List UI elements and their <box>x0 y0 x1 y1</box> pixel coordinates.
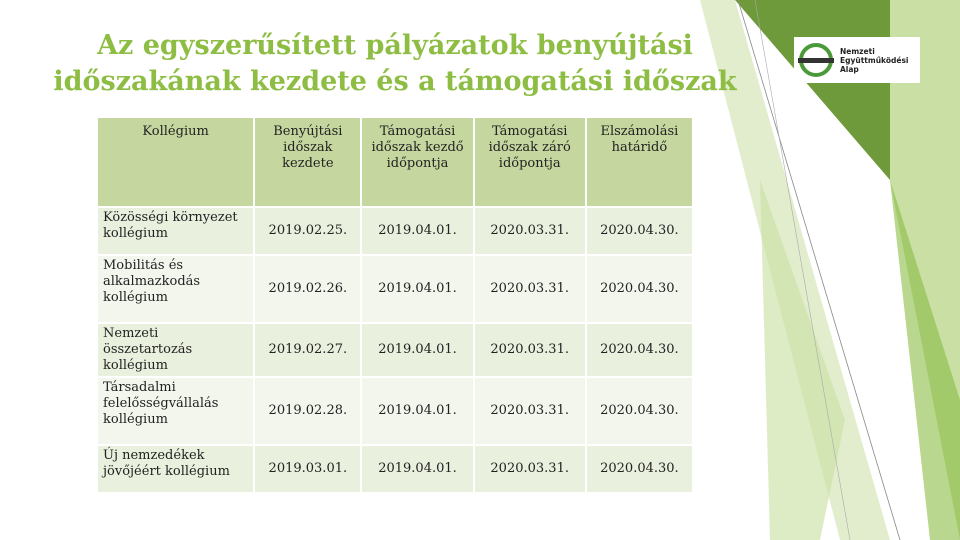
slide-title-line-1: Az egyszerűsített pályázatok benyújtási <box>97 30 693 61</box>
row-settlement-deadline: 2020.04.30. <box>587 256 692 322</box>
row-settlement-deadline: 2020.04.30. <box>587 208 692 254</box>
table-row <box>98 446 692 492</box>
row-support-end: 2020.03.31. <box>475 324 585 376</box>
organization-logo <box>794 37 920 83</box>
logo-line-1: Nemzeti <box>840 46 875 56</box>
row-settlement-deadline: 2020.04.30. <box>587 446 692 492</box>
row-support-end: 2020.03.31. <box>475 378 585 444</box>
row-support-start: 2019.04.01. <box>362 256 472 322</box>
row-support-end: 2020.03.31. <box>475 208 585 254</box>
row-submission-start: 2019.02.28. <box>255 378 360 444</box>
logo-text <box>840 47 908 74</box>
row-settlement-deadline: 2020.04.30. <box>587 324 692 376</box>
header-tamogatasi-zaro: Támogatási időszak záró időpontja <box>475 118 585 206</box>
row-support-start: 2019.04.01. <box>362 324 472 376</box>
row-name: Új nemzedékek jövőjéért kollégium <box>98 446 253 492</box>
row-support-start: 2019.04.01. <box>362 378 472 444</box>
table-row <box>98 324 692 376</box>
logo-mark-icon <box>796 40 836 80</box>
table-header <box>98 118 692 206</box>
table-row <box>98 208 692 254</box>
row-support-end: 2020.03.31. <box>475 446 585 492</box>
row-support-start: 2019.04.01. <box>362 208 472 254</box>
table-header-row <box>98 118 692 206</box>
row-submission-start: 2019.02.26. <box>255 256 360 322</box>
row-name: Társadalmi felelősségvállalás kollégium <box>98 378 253 444</box>
table-row <box>98 256 692 322</box>
row-settlement-deadline: 2020.04.30. <box>587 378 692 444</box>
row-name: Mobilitás és alkalmazkodás kollégium <box>98 256 253 322</box>
header-kollegium: Kollégium <box>98 118 253 206</box>
header-elszamolasi: Elszámolási határidő <box>587 118 692 206</box>
table-row <box>98 378 692 444</box>
logo-line-2: Együttműködési <box>840 55 909 65</box>
row-name: Közösségi környezet kollégium <box>98 208 253 254</box>
schedule-table <box>96 116 694 494</box>
row-submission-start: 2019.02.25. <box>255 208 360 254</box>
row-support-start: 2019.04.01. <box>362 446 472 492</box>
row-submission-start: 2019.02.27. <box>255 324 360 376</box>
slide-title <box>0 28 790 100</box>
header-benyujtasi: Benyújtási időszak kezdete <box>255 118 360 206</box>
logo-line-3: Alap <box>840 64 859 74</box>
slide-title-line-2: időszakának kezdete és a támogatási időszak <box>53 66 737 97</box>
row-support-end: 2020.03.31. <box>475 256 585 322</box>
header-tamogatasi-kezdo: Támogatási időszak kezdő időpontja <box>362 118 472 206</box>
row-name: Nemzeti összetartozás kollégium <box>98 324 253 376</box>
row-submission-start: 2019.03.01. <box>255 446 360 492</box>
table-body <box>98 208 692 492</box>
